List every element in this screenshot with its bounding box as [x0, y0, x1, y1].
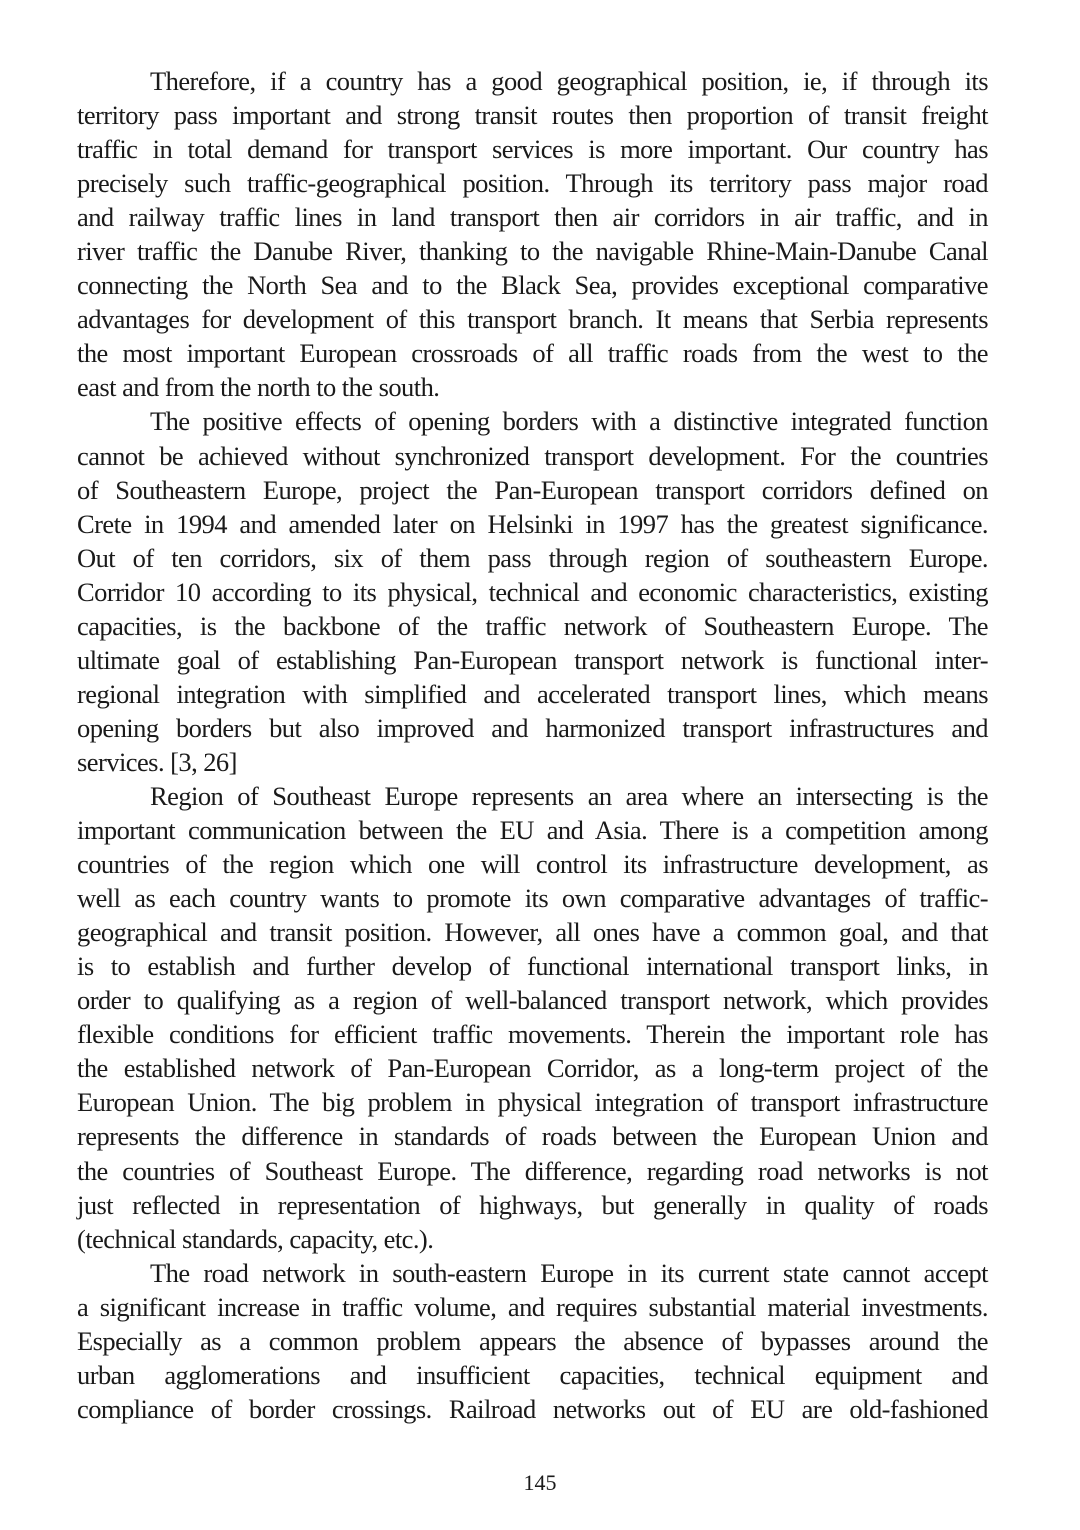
text-line: countries of the region which one will control its infrastructure development, as [77, 849, 988, 880]
text-line: territory pass important and strong transit routes then proportion of transit freight [77, 100, 988, 131]
text-line: Crete in 1994 and amended later on Helsinki in 1997 has the greatest significance. [77, 508, 988, 539]
text-line: connecting the North Sea and to the Black Sea, provides exceptional comparative [77, 270, 988, 301]
text-line: precisely such traffic-geographical position. Through its territory pass major road [77, 168, 988, 199]
text-line: Region of Southeast Europe represents an area where an intersecting is the [150, 780, 988, 811]
paragraph-road-network [77, 1256, 988, 1426]
text-line: Especially as a common problem appears the absence of bypasses around the [77, 1325, 988, 1356]
paragraph-southeast-europe-region [77, 779, 988, 1256]
text-line: (technical standards, capacity, etc.). [77, 1223, 434, 1254]
text-line: order to qualifying as a region of well-balanced transport network, which provides [77, 985, 988, 1016]
text-line: important communication between the EU and Asia. There is a competition among [77, 815, 988, 846]
text-line: and railway traffic lines in land transport then air corridors in air traffic, and in [77, 202, 988, 233]
text-line: represents the difference in standards of roads between the European Union and [77, 1121, 988, 1152]
text-line: urban agglomerations and insufficient capacities, technical equipment and [77, 1359, 988, 1390]
text-line: flexible conditions for efficient traffic movements. Therein the important role has [77, 1019, 988, 1050]
text-line: regional integration with simplified and accelerated transport lines, which means [77, 678, 988, 709]
text-line: a significant increase in traffic volume, and requires substantial material investments. [77, 1291, 988, 1322]
text-line: just reflected in representation of highways, but generally in quality of roads [77, 1189, 988, 1220]
text-line: the established network of Pan-European Corridor, as a long-term project of the [77, 1053, 988, 1084]
text-line: the most important European crossroads of all traffic roads from the west to the [77, 338, 988, 369]
text-line: well as each country wants to promote its own comparative advantages of traffic- [77, 883, 988, 914]
text-line: the countries of Southeast Europe. The difference, regarding road networks is not [77, 1155, 988, 1186]
text-line: cannot be achieved without synchronized transport development. For the countries [77, 440, 988, 471]
text-line: Out of ten corridors, six of them pass through region of southeastern Europe. [77, 542, 988, 573]
text-line: is to establish and further develop of functional international transport links, in [77, 951, 988, 982]
text-line: Therefore, if a country has a good geographical position, ie, if through its [150, 66, 988, 96]
text-line: capacities, is the backbone of the traffic network of Southeastern Europe. The [77, 610, 988, 641]
text-line: ultimate goal of establishing Pan-European transport network is functional inter- [77, 644, 988, 675]
text-line-with-citation: services. [3, 26] [77, 746, 237, 777]
text-line: geographical and transit position. However, all ones have a common goal, and that [77, 917, 988, 948]
text-line: of Southeastern Europe, project the Pan-European transport corridors defined on [77, 474, 988, 505]
text-line: The road network in south-eastern Europe in its current state cannot accept [150, 1257, 988, 1288]
page-number: 145 [523, 1470, 557, 1495]
text-line: traffic in total demand for transport services is more important. Our country has [77, 134, 988, 165]
text-line: river traffic the Danube River, thanking to the navigable Rhine-Main-Danube Canal [77, 236, 988, 267]
text-line: The positive effects of opening borders with a distinctive integrated function [150, 406, 988, 437]
text-line: Corridor 10 according to its physical, technical and economic characteristics, existing [77, 576, 988, 607]
text-line: European Union. The big problem in physical integration of transport infrastructure [77, 1087, 988, 1118]
paragraph-geographical-position [77, 64, 988, 404]
text-line: advantages for development of this transport branch. It means that Serbia represents [77, 304, 988, 335]
text-line: compliance of border crossings. Railroad networks out of EU are old-fashioned [77, 1393, 988, 1424]
text-line: east and from the north to the south. [77, 372, 440, 403]
text-line: opening borders but also improved and harmonized transport infrastructures and [77, 712, 988, 743]
paragraph-pan-european-corridors [77, 404, 988, 779]
page-body [77, 64, 988, 1426]
